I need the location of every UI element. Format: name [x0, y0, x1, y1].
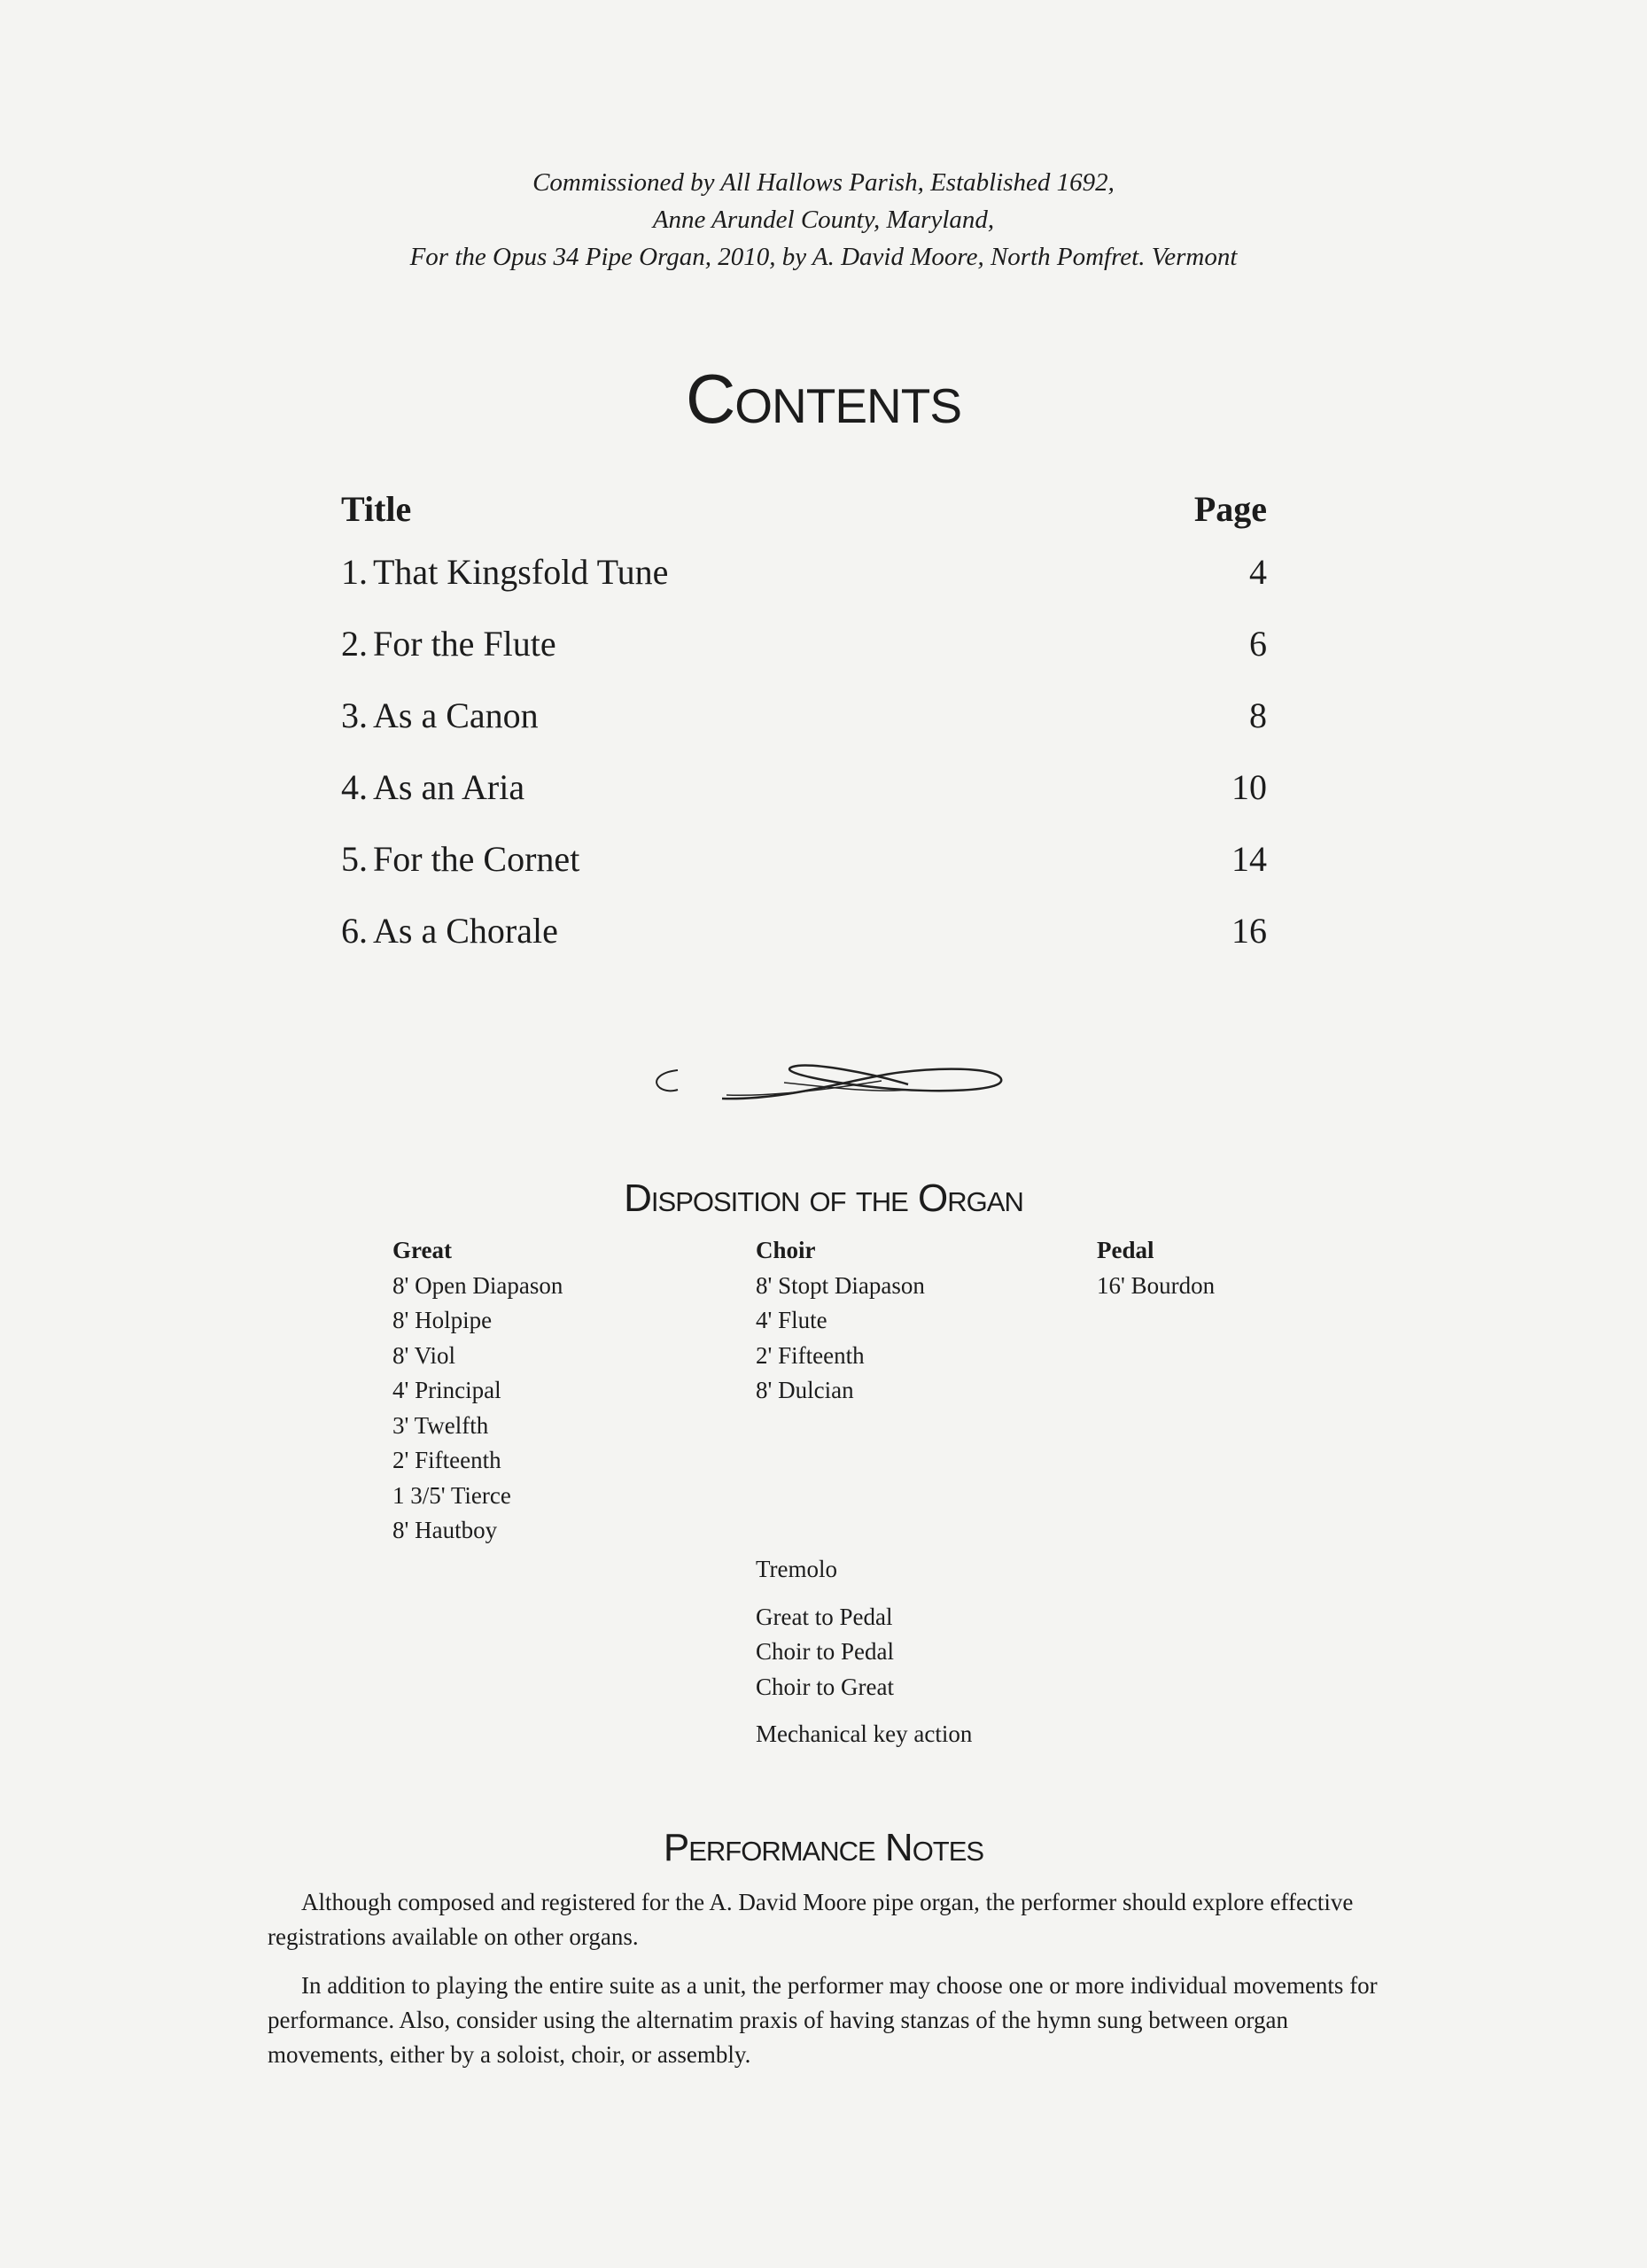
- stop-item: 8' Stopt Diapason: [756, 1271, 925, 1299]
- entry-title: For the Cornet: [373, 839, 580, 879]
- entry-number: 2.: [341, 624, 368, 664]
- flourish-ornament: [642, 1054, 1014, 1107]
- entry-number: 6.: [341, 911, 368, 951]
- stop-item: 16' Bourdon: [1097, 1271, 1216, 1299]
- contents-entry: [341, 536, 1267, 608]
- great-label: Great: [392, 1237, 452, 1263]
- contents-entry: [341, 895, 1267, 967]
- commission-line-1: Commissioned by All Hallows Parish, Established 1692,: [532, 168, 1115, 197]
- entry-number: 5.: [341, 839, 368, 879]
- commission-line-2: Anne Arundel County, Maryland,: [652, 206, 995, 234]
- contents-entry: [341, 680, 1267, 751]
- contents-heading: Contents: [685, 360, 962, 438]
- entry-title: As a Canon: [373, 695, 539, 735]
- stop-item: 4' Principal: [392, 1377, 501, 1403]
- pedal-division: [1097, 1233, 1215, 1303]
- stop-item: 2' Fifteenth: [756, 1341, 865, 1369]
- entry-page: 14: [1231, 839, 1267, 879]
- contents-table: [341, 483, 1267, 967]
- contents-entry: [341, 823, 1267, 895]
- entry-title: As a Chorale: [373, 911, 558, 951]
- commission-note: [0, 164, 1647, 276]
- stop-item: 8' Viol: [392, 1341, 456, 1369]
- disposition-heading: Disposition of the Organ: [624, 1177, 1023, 1220]
- entry-page: 16: [1231, 911, 1267, 951]
- coupler-item: Great to Pedal: [756, 1603, 893, 1630]
- performance-paragraph: In addition to playing the entire suite as a unit, the performer may choose one or more individual movements for performance. Also, consider using the alternatim praxis of having stanzas of the hymn sung between organ movements, either by a soloist, choir, or assembly.: [268, 1972, 1378, 2068]
- choir-division: [756, 1233, 925, 1409]
- contents-entry: [341, 751, 1267, 823]
- performance-notes: [268, 1885, 1384, 2086]
- stop-item: 8' Open Diapason: [392, 1271, 563, 1299]
- organ-accessories: [756, 1552, 972, 1752]
- entry-page: 10: [1231, 767, 1267, 807]
- stop-item: 8' Hautboy: [392, 1517, 498, 1543]
- entry-page: 8: [1249, 695, 1267, 735]
- tremolo-label: Tremolo: [756, 1556, 838, 1582]
- coupler-item: Choir to Pedal: [756, 1638, 894, 1665]
- stop-item: 2' Fifteenth: [392, 1447, 501, 1473]
- pedal-label: Pedal: [1097, 1237, 1154, 1263]
- title-column-header: Title: [341, 489, 412, 529]
- entry-number: 4.: [341, 767, 368, 807]
- performance-paragraph: Although composed and registered for the A. David Moore pipe organ, the performer should explore effective registrations available on other organs.: [268, 1889, 1354, 1950]
- entry-title: As an Aria: [373, 767, 525, 807]
- contents-entry: [341, 608, 1267, 680]
- stop-item: 4' Flute: [756, 1307, 827, 1333]
- entry-page: 6: [1249, 624, 1267, 664]
- contents-table-header: [341, 483, 1267, 536]
- commission-line-3: For the Opus 34 Pipe Organ, 2010, by A. David Moore, North Pomfret. Vermont: [409, 243, 1238, 271]
- key-action-label: Mechanical key action: [756, 1720, 973, 1747]
- page-column-header: Page: [1193, 489, 1267, 529]
- choir-label: Choir: [756, 1237, 816, 1263]
- entry-title: That Kingsfold Tune: [373, 552, 669, 592]
- performance-heading: Performance Notes: [663, 1826, 984, 1869]
- stop-item: 3' Twelfth: [392, 1411, 489, 1439]
- entry-page: 4: [1249, 552, 1267, 592]
- great-division: [392, 1233, 563, 1549]
- stop-item: 1 3/5' Tierce: [392, 1481, 511, 1509]
- coupler-item: Choir to Great: [756, 1673, 894, 1700]
- entry-number: 3.: [341, 695, 368, 735]
- stop-item: 8' Holpipe: [392, 1307, 493, 1333]
- stop-item: 8' Dulcian: [756, 1377, 854, 1403]
- entry-title: For the Flute: [373, 624, 556, 664]
- entry-number: 1.: [341, 552, 368, 592]
